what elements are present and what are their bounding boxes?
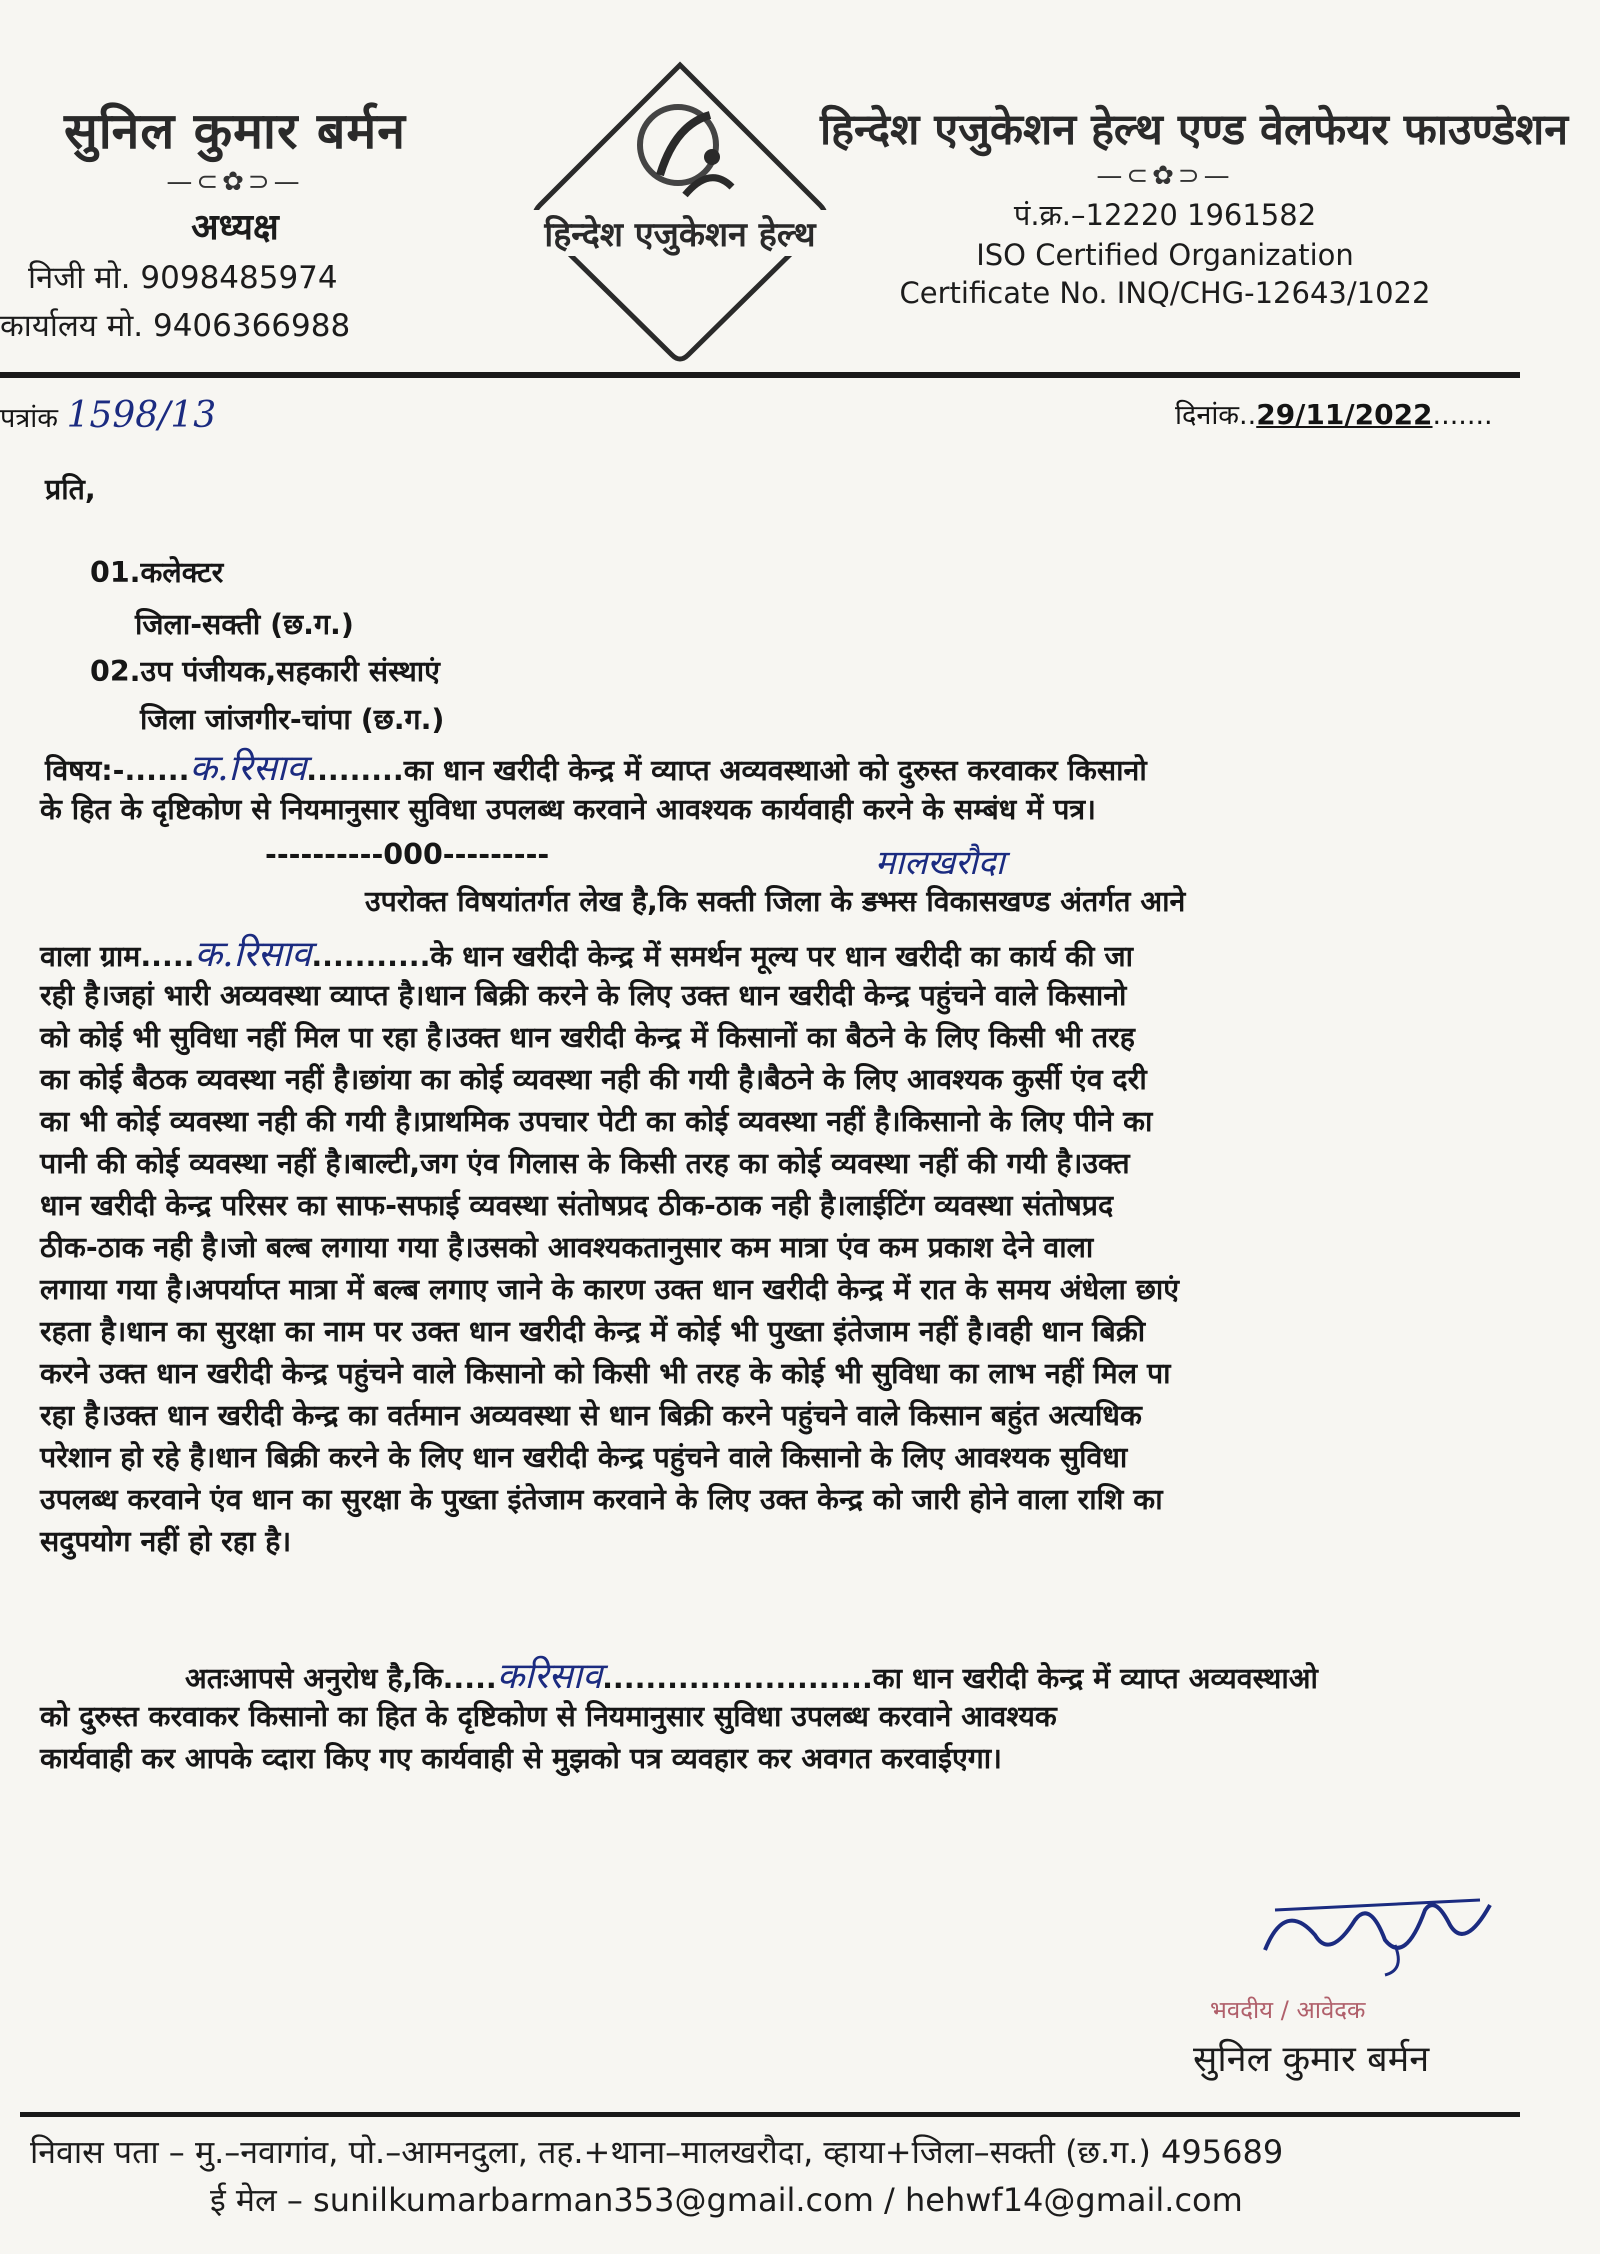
subject-handwritten-fill: क.रिसाव <box>189 748 307 789</box>
para1-line: सदुपयोग नहीं हो रहा है। <box>40 1525 292 1558</box>
footer-email: ई मेल – sunilkumarbarman353@gmail.com / hehwf14@gmail.com <box>210 2181 1243 2219</box>
village-handwritten-fill: क.रिसाव <box>194 934 312 975</box>
reference-number <box>0 395 216 436</box>
designation: अध्यक्ष <box>191 207 279 248</box>
reference-label: पत्रांक <box>0 403 58 434</box>
para1-line: लगाया गया है।अपर्याप्त मात्रा में बल्ब लगाए जाने के कारण उक्त धान खरीदी केन्द्र में रात के समय अंधेला छाएं <box>40 1273 1179 1306</box>
para2-line-1: अतःआपसे अनुरोध है,कि.....करिसाव.........................का धान खरीदी केन्द्र में व्याप्त अव्यवस्थाओ <box>185 1656 1318 1697</box>
registration-number: पं.क्र.–12220 1961582 <box>1013 198 1317 232</box>
para1-line-2: वाला ग्राम.....क.रिसाव...........के धान खरीदी केन्द्र में समर्थन मूल्य पर धान खरीदी का कार्य की जा <box>40 934 1134 975</box>
date-block: दिनांक..29/11/2022....... <box>1175 398 1493 431</box>
salutation: प्रति, <box>45 473 96 506</box>
para2-line: कार्यवाही कर आपके व्दारा किए गए कार्यवाही से मुझको पत्र व्यवहार कर अवगत करवाईएगा। <box>40 1742 1002 1775</box>
para2-start: अतःआपसे अनुरोध है,कि <box>185 1662 443 1695</box>
village-prefix: वाला ग्राम <box>40 940 141 973</box>
para1-cont: के धान खरीदी केन्द्र में समर्थन मूल्य पर धान खरीदी का कार्य की जा <box>430 940 1134 973</box>
para1-body <box>40 975 1460 1563</box>
struck-block-name: डभरा <box>862 885 917 918</box>
signature-role: भवदीय / आवेदक <box>1210 1996 1366 2024</box>
para1-line: रहता है।धान का सुरक्षा का नाम पर उक्त धान खरीदी केन्द्र में कोई भी पुख्ता इंतेजाम नहीं है।वही धान बिक्री <box>40 1315 1146 1348</box>
recipient-1-title: 01.कलेक्टर <box>90 556 224 589</box>
para1-line: पानी की कोई व्यवस्था नहीं है।बाल्टी,जग एंव गिलास के किसी तरह का कोई व्यवस्था नहीं की गयी है।उक्त <box>40 1147 1130 1180</box>
para1-line-1 <box>365 882 1185 920</box>
para1-line: करने उक्त धान खरीदी केन्द्र पहुंचने वाले किसानो को किसी भी तरह के कोई भी सुविधा का लाभ नहीं मिल पा <box>40 1357 1171 1390</box>
para1-start: उपरोक्त विषयांतर्गत लेख है,कि सक्ती जिला के <box>365 885 853 918</box>
recipient-2-title: 02.उप पंजीयक,सहकारी संस्थाएं <box>90 655 440 688</box>
phone-personal: निजी मो. 9098485974 <box>28 260 338 296</box>
para1-line: रहा है।उक्त धान खरीदी केन्द्र का वर्तमान अव्यवस्था से धान बिक्री करने पहुंचने वाले किसान बहुंत अत्यधिक <box>40 1399 1142 1432</box>
para2-handwritten-fill: करिसाव <box>496 1656 603 1697</box>
footer-address: निवास पता – मु.–नवागांव, पो.–आमनदुला, तह.+थाना–मालखरौदा, व्हाया+जिला–सक्ती (छ.ग.) 495689 <box>30 2133 1284 2171</box>
footer-rule <box>20 2112 1520 2117</box>
iso-certification: ISO Certified Organization <box>976 238 1354 272</box>
president-name: सुनिल कुमार बर्मन <box>63 101 407 160</box>
separator: ----------000--------- <box>265 838 550 871</box>
subject-label: विषय:- <box>45 754 125 787</box>
para2-body <box>40 1696 1460 1780</box>
ornament-divider-right: —⊂✿⊃— <box>1096 161 1234 191</box>
para2-after: का धान खरीदी केन्द्र में व्याप्त अव्यवस्थाओ <box>872 1662 1318 1695</box>
para2-line: को दुरुस्त करवाकर किसानो का हित के दृष्टिकोण से नियमानुसार सुविधा उपलब्ध करवाने आवश्यक <box>40 1700 1057 1733</box>
date-label: दिनांक <box>1175 400 1240 431</box>
header-rule <box>0 372 1520 378</box>
date-value: 29/11/2022 <box>1256 398 1433 431</box>
subject-line-2: के हित के दृष्टिकोण से नियमानुसार सुविधा उपलब्ध करवाने आवश्यक कार्यवाही करने के सम्बंध में पत्र। <box>40 793 1096 826</box>
recipient-1-place: जिला-सक्ती (छ.ग.) <box>135 608 354 641</box>
subject-line-1: विषय:-......क.रिसाव.........का धान खरीदी केन्द्र में व्याप्त अव्यवस्थाओ को दुरुस्त करवाकर किसानो <box>45 748 1147 789</box>
para1-line: को कोई भी सुविधा नहीं मिल पा रहा है।उक्त धान खरीदी केन्द्र में किसानों का बैठने के लिए किसी भी तरह <box>40 1021 1135 1054</box>
header-right <box>820 98 1569 310</box>
ornament-divider: —⊂✿⊃— <box>166 167 304 197</box>
reference-value: 1598/13 <box>66 395 217 436</box>
header-left <box>0 95 470 346</box>
para1-line: धान खरीदी केन्द्र परिसर का साफ-सफाई व्यवस्था संतोषप्रद ठीक-ठाक नही है।लाईटिंग व्यवस्था संतोषप्रद <box>40 1189 1114 1222</box>
para1-line: का भी कोई व्यवस्था नही की गयी है।प्राथमिक उपचार पेटी का कोई व्यवस्था नहीं है।किसानो के लिए पीने का <box>40 1105 1153 1138</box>
para1-line: का कोई बैठक व्यवस्था नहीं है।छांया का कोई व्यवस्था नही की गयी है।बैठने के लिए आवश्यक कुर्सी एंव दरी <box>40 1063 1147 1096</box>
para1-line: ठीक-ठाक नही है।जो बल्ब लगाया गया है।उसको आवश्यकतानुसार कम मात्रा एंव कम प्रकाश देने वाला <box>40 1231 1094 1264</box>
signatory-name: सुनिल कुमार बर्मन <box>1193 2039 1430 2080</box>
handwritten-block-name: मालखरौदा <box>875 843 1005 883</box>
para1-line: उपलब्ध करवाने एंव धान का सुरक्षा के पुख्ता इंतेजाम करवाने के लिए उक्त केन्द्र को जारी होने वाला राशि का <box>40 1483 1163 1516</box>
subject-text-1: का धान खरीदी केन्द्र में व्याप्त अव्यवस्थाओ को दुरुस्त करवाकर किसानो <box>403 754 1147 787</box>
signature <box>1245 1880 1505 1980</box>
recipient-2-place: जिला जांजगीर-चांपा (छ.ग.) <box>140 703 445 736</box>
organization-name: हिन्देश एजुकेशन हेल्थ एण्ड वेलफेयर फाउण्डेशन <box>820 105 1569 155</box>
logo-text: हिन्देश एजुकेशन हेल्थ <box>470 210 890 256</box>
phone-office: कार्यालय मो. 9406366988 <box>0 308 351 344</box>
para1-after: विकासखण्ड अंतर्गत आने <box>926 885 1186 918</box>
para1-line: परेशान हो रहे है।धान बिक्री करने के लिए धान खरीदी केन्द्र पहुंचने वाले किसानो के लिए आवश्यक सुविधा <box>40 1441 1128 1474</box>
date-dots: ....... <box>1432 400 1493 431</box>
para1-line: रही है।जहां भारी अव्यवस्था व्याप्त है।धान बिक्री करने के लिए उक्त धान खरीदी केन्द्र पहुंचने वाले किसानो <box>40 979 1127 1012</box>
certificate-number: Certificate No. INQ/CHG-12643/1022 <box>899 276 1431 310</box>
